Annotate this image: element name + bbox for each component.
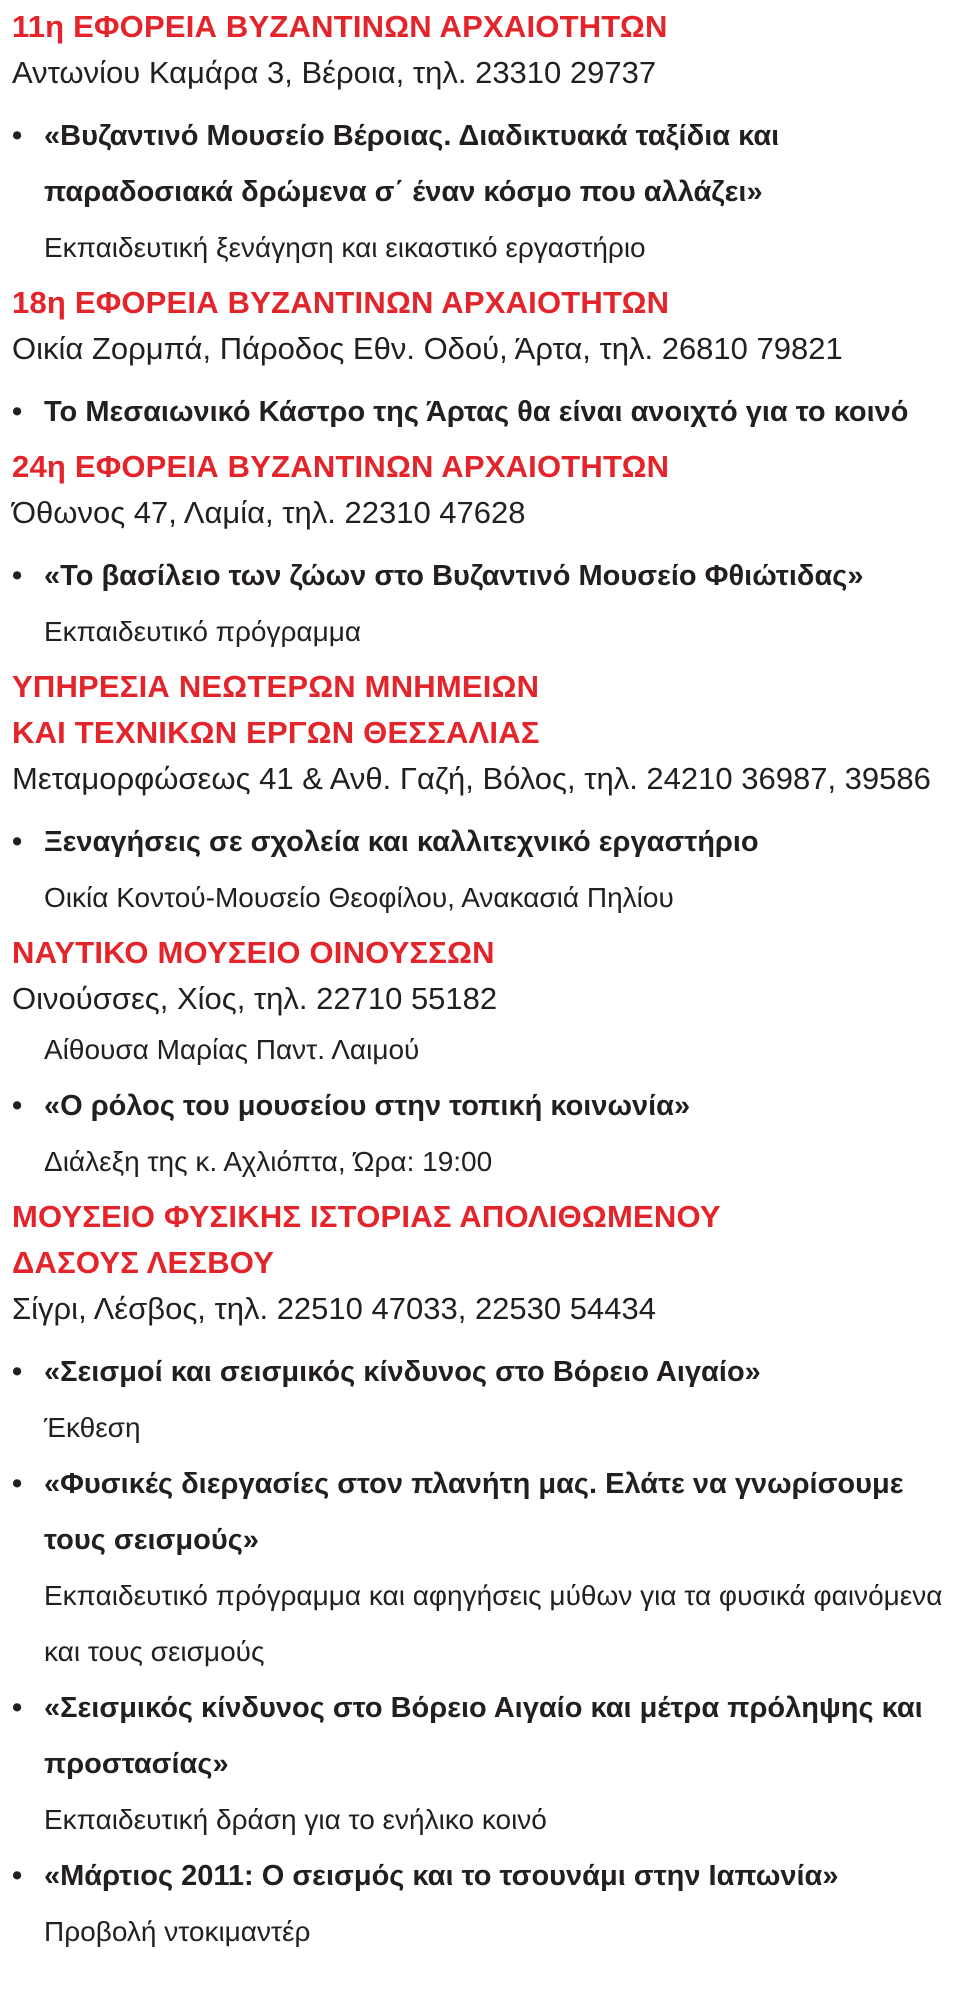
section-address: Οικία Ζορμπά, Πάροδος Εθν. Οδού, Άρτα, τηλ. 26810 79821 [12,331,843,366]
event-item [12,1848,948,1904]
section-24-ephorate [12,444,948,660]
bullet-icon: • [12,1468,23,1500]
event-title: Ξεναγήσεις σε σχολεία και καλλιτεχνικό εργαστήριο [44,826,759,858]
event-item [12,1344,948,1400]
event-title: «Σεισμοί και σεισμικός κίνδυνος στο Βόρειο Αιγαίο» [44,1356,761,1388]
event-description: Έκθεση [44,1412,141,1443]
event-item [12,1680,948,1792]
bullet-icon: • [12,1090,23,1122]
bullet-icon: • [12,560,23,592]
event-location: Αίθουσα Μαρίας Παντ. Λαιμού [44,1034,420,1065]
event-description: Εκπαιδευτική δράση για το ενήλικο κοινό [44,1804,547,1835]
event-description: Εκπαιδευτική ξενάγηση και εικαστικό εργαστήριο [44,232,646,263]
section-heading-line2: ΚΑΙ ΤΕΧΝΙΚΩΝ ΕΡΓΩΝ ΘΕΣΣΑΛΙΑΣ [12,715,540,750]
bullet-icon: • [12,120,23,152]
section-address: Όθωνος 47, Λαμία, τηλ. 22310 47628 [12,495,526,530]
section-oinousses-museum [12,930,948,1190]
section-heading-line2: ΔΑΣΟΥΣ ΛΕΣΒΟΥ [12,1245,275,1280]
event-title: «Ο ρόλος του μουσείου στην τοπική κοινωνία» [44,1090,691,1122]
section-address: Οινούσσες, Χίος, τηλ. 22710 55182 [12,981,498,1016]
event-item [12,1456,948,1568]
event-description: Προβολή ντοκιμαντέρ [44,1916,311,1947]
event-item [12,1078,948,1134]
section-heading: ΥΠΗΡΕΣΙΑ ΝΕΩΤΕΡΩΝ ΜΝΗΜΕΙΩΝ [12,669,540,704]
bullet-icon: • [12,1692,23,1724]
bullet-icon: • [12,396,23,428]
section-lesvos-petrified-forest [12,1194,948,1960]
event-description: Οικία Κοντού-Μουσείο Θεοφίλου, Ανακασιά Πηλίου [44,882,674,913]
event-title: Το Μεσαιωνικό Κάστρο της Άρτας θα είναι ανοιχτό για το κοινό [44,396,909,428]
event-item [12,108,948,220]
section-heading: 11η ΕΦΟΡΕΙΑ ΒΥΖΑΝΤΙΝΩΝ ΑΡΧΑΙΟΤΗΤΩΝ [12,9,668,44]
bullet-icon: • [12,1356,23,1388]
event-title: «Μάρτιος 2011: Ο σεισμός και το τσουνάμι στην Ιαπωνία» [44,1860,839,1892]
section-address: Σίγρι, Λέσβος, τηλ. 22510 47033, 22530 54434 [12,1291,656,1326]
section-address: Μεταμορφώσεως 41 & Ανθ. Γαζή, Βόλος, τηλ. 24210 36987, 39586 [12,761,931,796]
bullet-icon: • [12,1860,23,1892]
event-title: «Φυσικές διεργασίες στον πλανήτη μας. Ελάτε να γνωρίσουμε τους σεισμούς» [44,1468,904,1556]
event-description: Εκπαιδευτικό πρόγραμμα [44,616,362,647]
event-description: Εκπαιδευτικό πρόγραμμα και αφηγήσεις μύθων για τα φυσικά φαινόμενα και τους σεισμούς [44,1580,943,1667]
section-18-ephorate [12,280,948,440]
section-address: Αντωνίου Καμάρα 3, Βέροια, τηλ. 23310 29737 [12,55,657,90]
section-thessaly-monuments [12,664,948,926]
section-heading: ΝΑΥΤΙΚΟ ΜΟΥΣΕΙΟ ΟΙΝΟΥΣΣΩΝ [12,935,495,970]
section-heading: 24η ΕΦΟΡΕΙΑ ΒΥΖΑΝΤΙΝΩΝ ΑΡΧΑΙΟΤΗΤΩΝ [12,449,670,484]
event-title: «Βυζαντινό Μουσείο Βέροιας. Διαδικτυακά ταξίδια και παραδοσιακά δρώμενα σ΄ έναν κόσμο που αλλάζει» [44,120,780,208]
event-description: Διάλεξη της κ. Αχλιόπτα, Ώρα: 19:00 [44,1146,493,1177]
event-item [12,548,948,604]
section-11-ephorate [12,4,948,276]
section-heading: ΜΟΥΣΕΙΟ ΦΥΣΙΚΗΣ ΙΣΤΟΡΙΑΣ ΑΠΟΛΙΘΩΜΕΝΟΥ [12,1199,721,1234]
event-title: «Το βασίλειο των ζώων στο Βυζαντινό Μουσείο Φθιώτιδας» [44,560,864,592]
bullet-icon: • [12,826,23,858]
event-title: «Σεισμικός κίνδυνος στο Βόρειο Αιγαίο και μέτρα πρόληψης και προστασίας» [44,1692,923,1780]
event-item [12,814,948,870]
section-heading: 18η ΕΦΟΡΕΙΑ ΒΥΖΑΝΤΙΝΩΝ ΑΡΧΑΙΟΤΗΤΩΝ [12,285,670,320]
event-item [12,384,948,440]
